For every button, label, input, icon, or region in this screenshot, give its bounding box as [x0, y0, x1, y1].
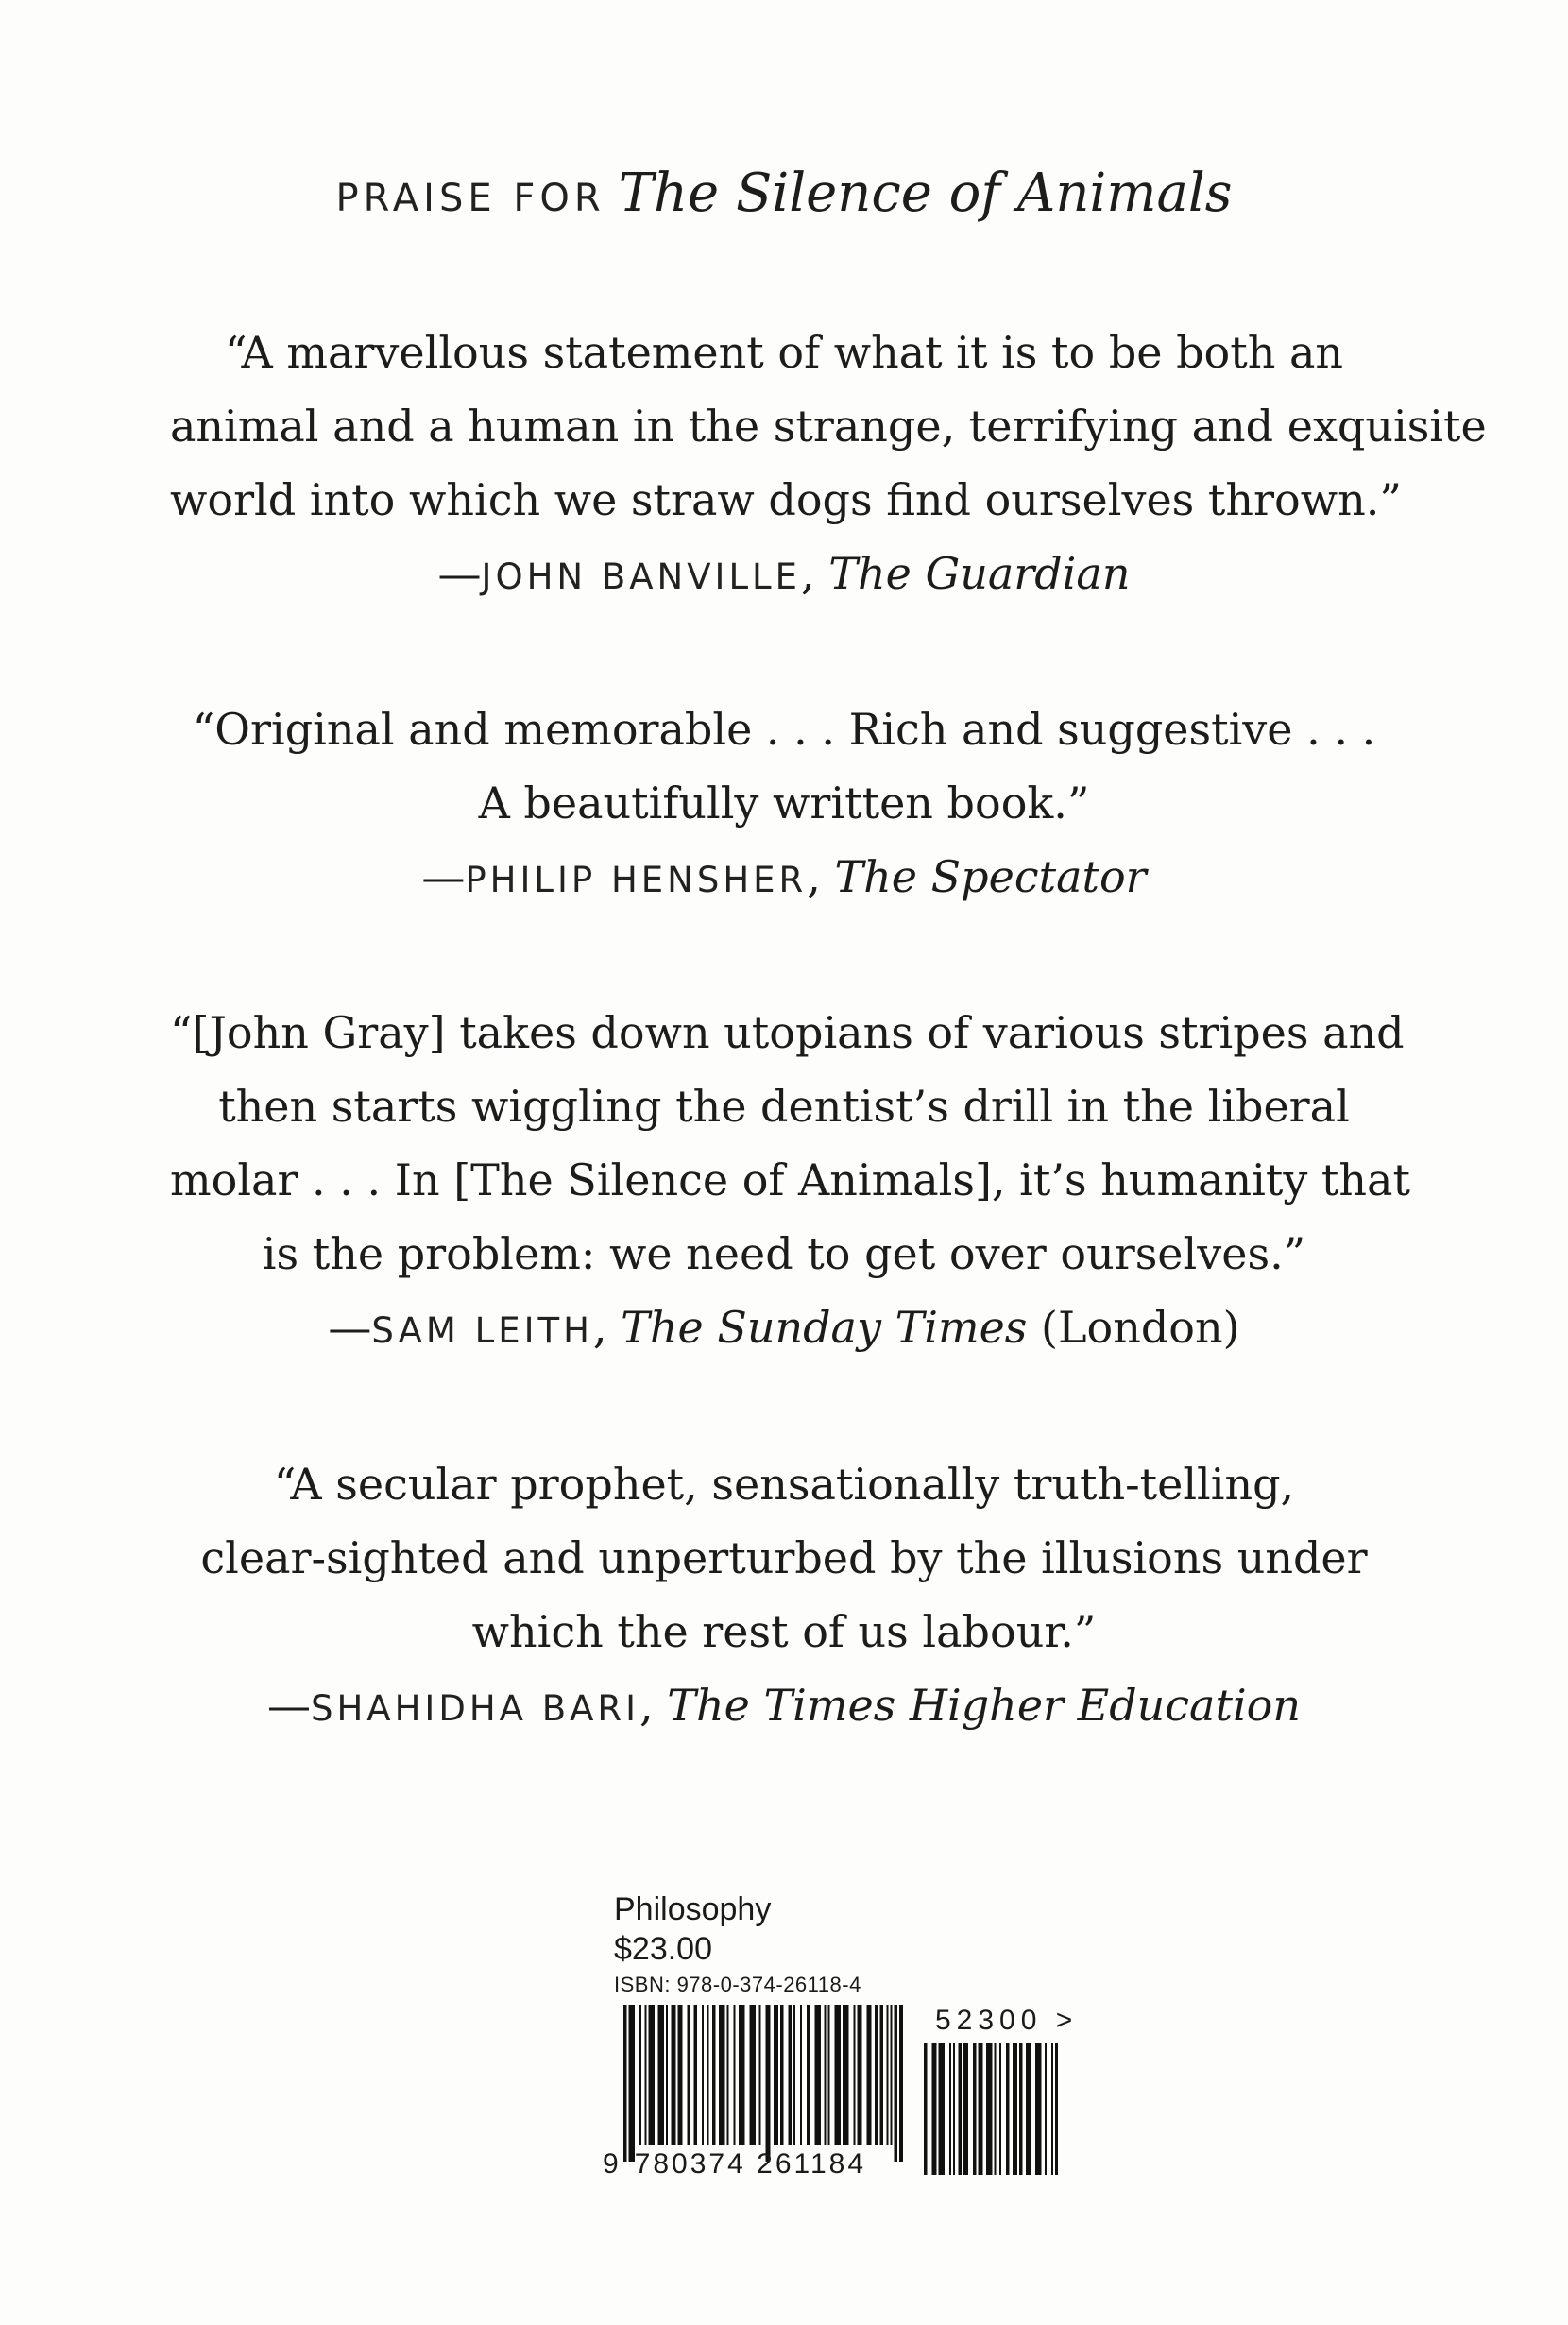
barcode-bar: [932, 2043, 937, 2175]
quote-block: [170, 692, 1398, 917]
barcode-bar: [774, 2005, 778, 2145]
barcode-digit-groups: 780374 261184: [634, 2148, 867, 2180]
quote-line: “A marvellous statement of what it is to be both an: [224, 327, 1344, 378]
attribution-suffix: (London): [1027, 1302, 1240, 1353]
barcode-main-digits: [603, 2148, 866, 2180]
barcode-bar: [880, 2005, 884, 2145]
barcode-bar: [835, 2005, 842, 2145]
barcode-bar: [727, 2005, 729, 2145]
quote-line: “Original and memorable . . . Rich and suggestive . . .: [192, 704, 1376, 755]
barcode-bar: [688, 2005, 691, 2145]
barcode-bar: [645, 2005, 647, 2145]
quote-line: clear-sighted and unperturbed by the illusions under: [200, 1532, 1368, 1583]
quote-line: “A secular prophet, sensationally truth-telling,: [273, 1459, 1295, 1510]
quote-line: which the rest of us labour.”: [471, 1606, 1097, 1657]
attribution-dash: —: [328, 1302, 372, 1353]
barcode-bar: [858, 2005, 862, 2145]
attribution-publication: The Sunday Times: [621, 1302, 1028, 1353]
barcode-bar: [639, 2005, 641, 2145]
quote-line: is the problem: we need to get over ourselves.”: [262, 1228, 1306, 1279]
barcode-bar: [1045, 2043, 1047, 2175]
quote-line: animal and a human in the strange, terrifying and exquisite: [170, 401, 1487, 452]
barcode-bar: [1019, 2043, 1023, 2175]
barcode-bar: [800, 2005, 802, 2145]
barcode-bar: [623, 2005, 627, 2162]
barcode-price: $23.00: [614, 1931, 712, 1967]
barcode-bar: [789, 2005, 793, 2145]
barcode-addon-digits: [935, 2005, 1078, 2037]
barcode-bar: [719, 2005, 725, 2145]
praise-heading: [0, 162, 1568, 224]
barcode-bar: [867, 2005, 872, 2145]
barcode-bar: [672, 2005, 676, 2145]
attribution-author: SHAHIDHA BARI: [310, 1688, 640, 1729]
barcode-bar: [973, 2043, 977, 2175]
attribution-author: JOHN BANVILLE: [481, 556, 802, 597]
attribution-separator: ,: [807, 851, 835, 902]
barcode-bar: [949, 2043, 951, 2175]
barcode-bar: [828, 2005, 830, 2145]
quote-attribution: [170, 840, 1398, 917]
barcode-bar: [780, 2005, 784, 2145]
barcode-bar: [1035, 2043, 1042, 2175]
attribution-dash: —: [421, 851, 466, 902]
barcode-bar: [739, 2005, 745, 2145]
barcode-category: Philosophy: [614, 1891, 772, 1927]
barcode-bar: [963, 2043, 968, 2175]
attribution-dash: —: [437, 548, 482, 599]
barcode-bar: [854, 2005, 856, 2145]
barcode-bar: [1026, 2043, 1031, 2175]
barcode-bar: [939, 2043, 946, 2175]
barcode-bar: [734, 2005, 736, 2145]
barcode-bar: [766, 2005, 771, 2162]
barcode-bar: [843, 2005, 849, 2145]
barcode-bar: [629, 2005, 636, 2162]
barcode-bar: [666, 2005, 668, 2145]
attribution-dash: —: [266, 1680, 311, 1731]
quote-attribution: [170, 1291, 1398, 1368]
barcode-bar: [891, 2005, 893, 2145]
quote-line: “[John Gray] takes down utopians of various stripes and: [170, 1007, 1405, 1058]
barcode-bar: [953, 2043, 955, 2175]
addon-marker: >: [1055, 2005, 1079, 2036]
quote-line: molar . . . In [The Silence of Animals], it’s humanity that: [170, 1154, 1410, 1205]
barcode-bar: [1013, 2043, 1017, 2175]
attribution-author: PHILIP HENSHER: [465, 860, 808, 900]
attribution-separator: ,: [592, 1302, 622, 1353]
attribution-publication: The Guardian: [828, 548, 1131, 599]
barcode-bar: [1051, 2043, 1053, 2175]
barcode-isbn: ISBN: 978-0-374-26118-4: [614, 1973, 861, 1996]
praise-heading-prefix: PRAISE FOR: [335, 177, 605, 220]
barcode-bar: [924, 2043, 928, 2175]
barcode-bar: [702, 2005, 704, 2145]
barcode-bar: [999, 2043, 1001, 2175]
quote-block: [170, 316, 1487, 614]
barcode-bar: [707, 2005, 709, 2145]
quote-line: then starts wiggling the dentist’s drill in the liberal: [218, 1081, 1350, 1132]
barcode-bar: [895, 2005, 898, 2162]
barcode-bar: [759, 2005, 761, 2145]
barcode-bar: [807, 2005, 810, 2145]
barcode-bar: [793, 2005, 795, 2145]
quote-line: world into which we straw dogs find ourselves thrown.”: [170, 474, 1402, 525]
barcode-bar: [979, 2043, 983, 2175]
barcode-bar: [678, 2005, 683, 2145]
quote-attribution: [170, 1668, 1398, 1746]
barcode-lead-digit: 9: [603, 2148, 622, 2180]
quote-line: A beautifully written book.”: [478, 778, 1090, 829]
barcode-bar: [995, 2043, 997, 2175]
barcode-bar: [1055, 2043, 1058, 2175]
barcode-block: [603, 1891, 1094, 2194]
barcode-bar: [649, 2005, 656, 2145]
quote-block: [170, 1447, 1398, 1746]
barcode-bar: [815, 2005, 822, 2145]
barcode-bar: [1006, 2043, 1010, 2175]
quote-attribution: [170, 537, 1398, 614]
barcode-bar: [825, 2005, 827, 2145]
barcode-bar: [658, 2005, 665, 2145]
barcode-bar: [959, 2043, 963, 2175]
barcode-bar: [694, 2005, 698, 2145]
attribution-separator: ,: [639, 1680, 668, 1731]
barcode-bar: [875, 2005, 878, 2145]
attribution-author: SAM LEITH: [371, 1310, 593, 1351]
attribution-publication: The Spectator: [834, 851, 1147, 902]
barcode-bar: [887, 2005, 889, 2145]
barcode-bar: [899, 2005, 903, 2162]
quote-block: [170, 996, 1410, 1368]
attribution-publication: The Times Higher Education: [667, 1680, 1302, 1731]
barcode-bar: [986, 2043, 993, 2175]
barcode-bar: [712, 2005, 716, 2145]
attribution-separator: ,: [801, 548, 829, 599]
addon-digits-value: 52300: [935, 2005, 1043, 2036]
barcode-bar: [750, 2005, 757, 2145]
praise-heading-book-title: The Silence of Animals: [618, 162, 1233, 224]
